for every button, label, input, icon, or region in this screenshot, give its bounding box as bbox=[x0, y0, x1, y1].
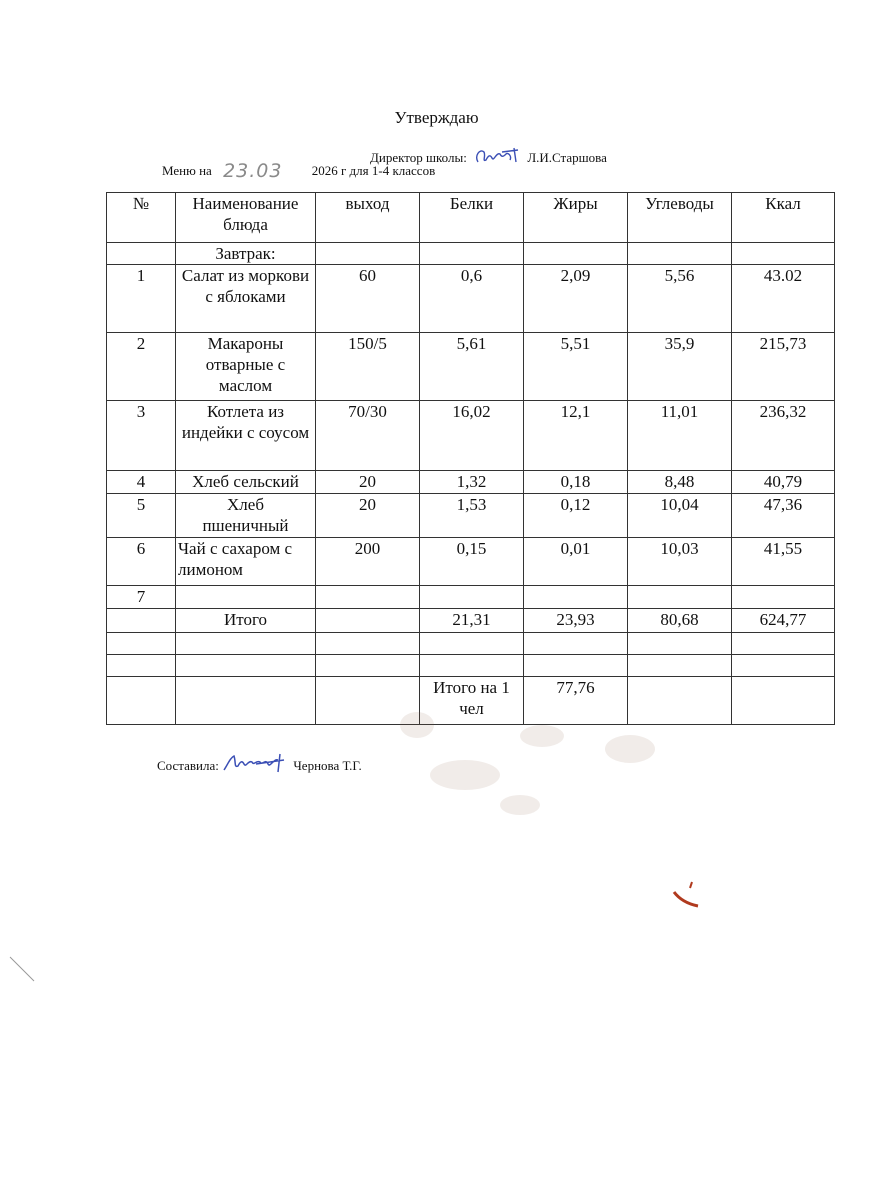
row-number: 3 bbox=[107, 401, 176, 471]
header-number: № bbox=[107, 193, 176, 243]
menu-date: 23.03 bbox=[223, 160, 283, 182]
row-number: 4 bbox=[107, 471, 176, 494]
dish-name: Макароны отварные с маслом bbox=[176, 333, 316, 401]
carbs: 5,56 bbox=[628, 265, 732, 333]
table-header-row bbox=[107, 193, 835, 243]
director-signature-icon bbox=[472, 146, 522, 168]
scan-smudge-icon bbox=[430, 760, 500, 790]
proteins: 1,32 bbox=[420, 471, 524, 494]
table-row bbox=[107, 265, 835, 333]
scan-line-icon bbox=[8, 955, 38, 985]
proteins: 1,53 bbox=[420, 494, 524, 538]
kcal: 215,73 bbox=[732, 333, 835, 401]
header-carbs: Углеводы bbox=[628, 193, 732, 243]
section-label: Завтрак: bbox=[176, 243, 316, 265]
director-label: Директор школы: bbox=[370, 150, 467, 165]
kcal: 40,79 bbox=[732, 471, 835, 494]
per-person-label: Итого на 1 чел bbox=[420, 677, 524, 725]
scan-smudge-icon bbox=[400, 712, 434, 738]
carbs: 11,01 bbox=[628, 401, 732, 471]
menu-label: Меню на bbox=[162, 163, 212, 178]
kcal: 236,32 bbox=[732, 401, 835, 471]
scan-smudge-icon bbox=[605, 735, 655, 763]
header-dish-name: Наименование блюда bbox=[176, 193, 316, 243]
header-portion: выход bbox=[316, 193, 420, 243]
carbs: 10,04 bbox=[628, 494, 732, 538]
total-carbs: 80,68 bbox=[628, 609, 732, 633]
total-fats: 23,93 bbox=[524, 609, 628, 633]
approval-title: Утверждаю bbox=[394, 108, 479, 127]
compiler-signature-icon bbox=[222, 752, 288, 776]
dish-name: Салат из моркови с яблоками bbox=[176, 265, 316, 333]
dish-name: Котлета из индейки с соусом bbox=[176, 401, 316, 471]
scan-smudge-icon bbox=[520, 725, 564, 747]
menu-table bbox=[106, 192, 835, 725]
table-row bbox=[107, 401, 835, 471]
empty-row bbox=[107, 655, 835, 677]
portion: 150/5 bbox=[316, 333, 420, 401]
director-name: Л.И.Старшова bbox=[527, 150, 607, 165]
ink-mark-icon bbox=[670, 880, 704, 910]
table-row bbox=[107, 471, 835, 494]
header-fats: Жиры bbox=[524, 193, 628, 243]
dish-name: Хлеб сельский bbox=[176, 471, 316, 494]
carbs: 35,9 bbox=[628, 333, 732, 401]
proteins: 5,61 bbox=[420, 333, 524, 401]
row-number: 5 bbox=[107, 494, 176, 538]
menu-year: 2026 г для 1-4 классов bbox=[311, 163, 436, 178]
fats: 0,18 bbox=[524, 471, 628, 494]
proteins: 0,6 bbox=[420, 265, 524, 333]
dish-name: Чай с сахаром с лимоном bbox=[176, 538, 316, 586]
fats: 5,51 bbox=[524, 333, 628, 401]
portion: 60 bbox=[316, 265, 420, 333]
fats: 2,09 bbox=[524, 265, 628, 333]
table-row bbox=[107, 538, 835, 586]
total-kcal: 624,77 bbox=[732, 609, 835, 633]
scan-smudge-icon bbox=[500, 795, 540, 815]
total-proteins: 21,31 bbox=[420, 609, 524, 633]
kcal: 43.02 bbox=[732, 265, 835, 333]
row-number: 6 bbox=[107, 538, 176, 586]
portion: 200 bbox=[316, 538, 420, 586]
kcal: 41,55 bbox=[732, 538, 835, 586]
header-proteins: Белки bbox=[420, 193, 524, 243]
portion: 70/30 bbox=[316, 401, 420, 471]
proteins: 16,02 bbox=[420, 401, 524, 471]
header-kcal: Ккал bbox=[732, 193, 835, 243]
menu-date-line bbox=[162, 160, 435, 182]
compiled-by-line bbox=[157, 752, 362, 776]
per-person-value: 77,76 bbox=[524, 677, 628, 725]
table-row bbox=[107, 586, 835, 609]
compiler-name: Чернова Т.Г. bbox=[293, 758, 362, 773]
total-label: Итого bbox=[176, 609, 316, 633]
row-number: 2 bbox=[107, 333, 176, 401]
row-number: 7 bbox=[107, 586, 176, 609]
fats: 0,12 bbox=[524, 494, 628, 538]
compiled-label: Составила: bbox=[157, 758, 219, 773]
fats: 12,1 bbox=[524, 401, 628, 471]
kcal: 47,36 bbox=[732, 494, 835, 538]
empty-row bbox=[107, 633, 835, 655]
per-person-row bbox=[107, 677, 835, 725]
dish-name: Хлеб пшеничный bbox=[176, 494, 316, 538]
fats: 0,01 bbox=[524, 538, 628, 586]
row-number: 1 bbox=[107, 265, 176, 333]
carbs: 10,03 bbox=[628, 538, 732, 586]
portion: 20 bbox=[316, 494, 420, 538]
carbs: 8,48 bbox=[628, 471, 732, 494]
proteins: 0,15 bbox=[420, 538, 524, 586]
portion: 20 bbox=[316, 471, 420, 494]
table-row bbox=[107, 494, 835, 538]
total-row bbox=[107, 609, 835, 633]
table-row bbox=[107, 333, 835, 401]
section-row bbox=[107, 243, 835, 265]
